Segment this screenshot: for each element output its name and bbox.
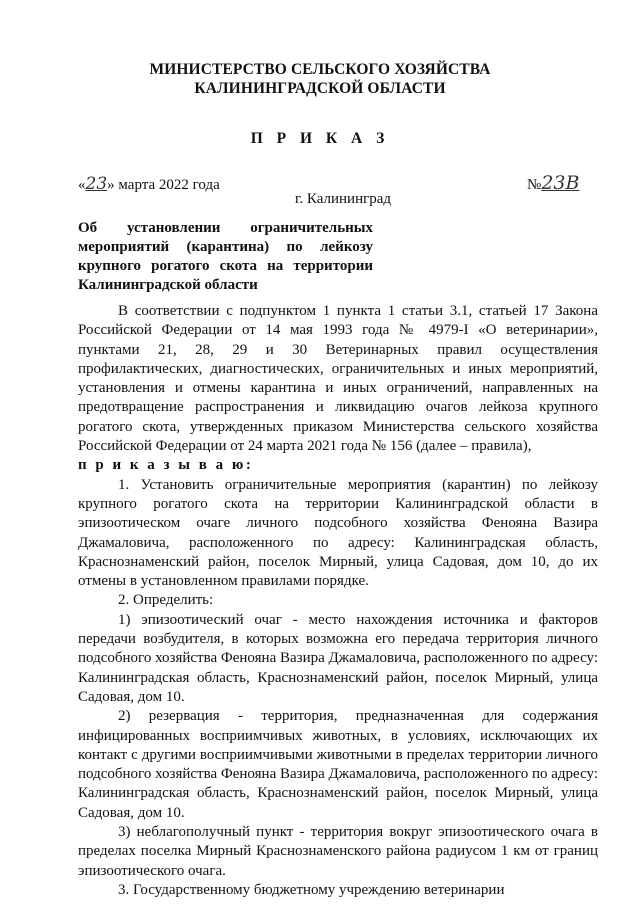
date-open-quote: « xyxy=(78,177,86,193)
ministry-name-line2: КАЛИНИНГРАДСКОЙ ОБЛАСТИ xyxy=(194,80,446,97)
item-1-paragraph: 1. Установить ограничительные мероприятия (карантин) по лейкозу крупного рогатого скота на территории Калининградской области в эпизоотическом очаге личного подсобного хозяйства Фенояна Вазира Джамаловича, расположенного по адресу: Калининградская область, Краснознаменский район, поселок Мирный, улица Садовая, дом 10, до их отмены в установленном правилами порядке. xyxy=(78,476,598,590)
ministry-name-line1: МИНИСТЕРСТВО СЕЛЬСКОГО ХОЗЯЙСТВА xyxy=(149,61,491,78)
document-subject: Об установлении ограничительных мероприятий (карантина) по лейкозу крупного рогатого скота на территории Калининградской области xyxy=(78,220,373,293)
order-word: п р и к а з ы в а ю: xyxy=(78,457,254,474)
item-2-1-paragraph: 1) эпизоотический очаг - место нахождения источника и факторов передачи возбудителя, в которых возможна его передача территория личного подсобного хозяйства Фенояна Вазира Джамаловича, расположенного по адресу: Калининградская область, Краснознаменский район, поселок Мирный, улица Садовая, дом 10. xyxy=(78,611,598,705)
item-2-paragraph: 2. Определить: xyxy=(118,592,214,609)
date-close-quote: » xyxy=(107,177,115,193)
document-body xyxy=(78,302,598,900)
date-month-year: марта 2022 года xyxy=(114,177,220,193)
number-sign: № xyxy=(527,177,542,193)
number-value-handwritten: 23В xyxy=(541,172,580,194)
item-3-paragraph: 3. Государственному бюджетному учреждению ветеринарии xyxy=(118,881,505,898)
preamble-paragraph: В соответствии с подпунктом 1 пункта 1 статьи 3.1, статьей 17 Закона Российской Федерации от 14 мая 1993 года № 4979-I «О ветеринарии», пунктами 21, 28, 29 и 30 Ветеринарных правил осуществления профилактических, диагностических, ограничительных и иных мероприятий, установления и отмены карантина и иных ограничений, направленных на предотвращение распространения и ликвидацию очагов лейкоза крупного рогатого скота, утвержденных приказом Министерства сельского хозяйства Российской Федерации от 24 марта 2021 года № 156 (далее – правила), xyxy=(78,303,598,455)
item-2-3-paragraph: 3) неблагополучный пункт - территория вокруг эпизоотического очага в пределах поселка Мирный Краснознаменского района радиусом 1 км от границ эпизоотического очага. xyxy=(78,824,598,879)
date-day-handwritten: 23 xyxy=(85,174,108,194)
item-2-2-paragraph: 2) резервация - территория, предназначенная для содержания инфицированных восприимчивых животных, в условиях, исключающих их контакт с другими восприимчивыми животными в пределах территории личного подсобного хозяйства Фенояна Вазира Джамаловича, расположенного по адресу: Калининградская область, Краснознаменский район, поселок Мирный, улица Садовая, дом 10. xyxy=(78,708,598,821)
document-title: П Р И К А З xyxy=(250,130,390,147)
document-city: г. Калининград xyxy=(294,191,392,207)
order-word-paragraph xyxy=(78,456,598,475)
